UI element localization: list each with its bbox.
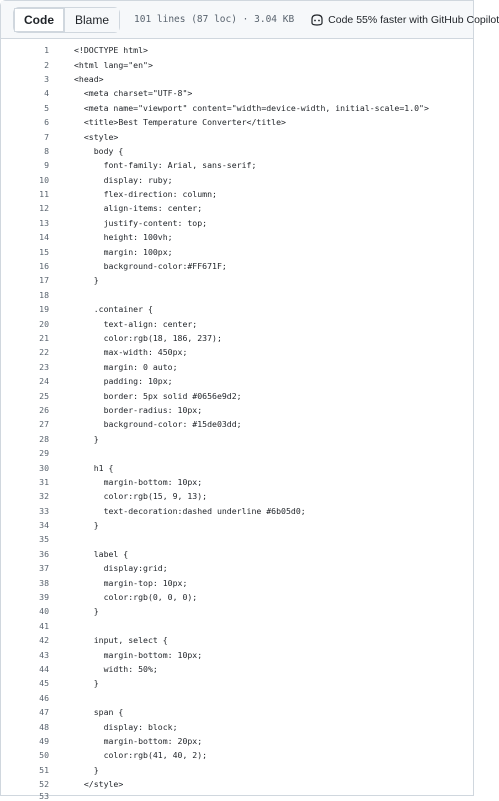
code-view xyxy=(1,39,473,801)
code-line xyxy=(1,647,473,661)
line-text: } xyxy=(74,678,99,689)
code-tab[interactable]: Code xyxy=(14,8,65,32)
code-line xyxy=(1,734,473,748)
line-text: margin-bottom: 10px; xyxy=(74,649,203,660)
code-line xyxy=(1,43,473,57)
line-text: } xyxy=(74,606,99,617)
line-number[interactable]: 15 xyxy=(39,246,49,257)
line-text: </style> xyxy=(74,779,124,790)
code-line xyxy=(1,662,473,676)
line-text: padding: 10px; xyxy=(74,376,173,387)
code-line xyxy=(1,144,473,158)
line-text: } xyxy=(74,764,99,775)
line-number[interactable]: 4 xyxy=(44,88,49,99)
line-number[interactable]: 36 xyxy=(39,548,49,559)
line-number[interactable]: 34 xyxy=(39,520,49,531)
code-line xyxy=(1,331,473,345)
line-number[interactable]: 1 xyxy=(44,45,49,56)
code-line xyxy=(1,590,473,604)
code-line xyxy=(1,101,473,115)
file-meta: 101 lines (87 loc) · 3.04 KB xyxy=(134,14,295,25)
line-number[interactable]: 30 xyxy=(39,462,49,473)
line-number[interactable]: 52 xyxy=(39,779,49,790)
line-text: display:grid; xyxy=(74,563,168,574)
code-line xyxy=(1,374,473,388)
code-line xyxy=(1,158,473,172)
line-number[interactable]: 41 xyxy=(39,620,49,631)
code-line xyxy=(1,748,473,762)
line-number[interactable]: 49 xyxy=(39,735,49,746)
code-line xyxy=(1,633,473,647)
code-line xyxy=(1,791,473,801)
line-text: color:rgb(41, 40, 2); xyxy=(74,750,208,761)
line-number[interactable]: 8 xyxy=(44,145,49,156)
line-text: text-decoration:dashed underline #6b05d0; xyxy=(74,505,306,516)
line-number[interactable]: 42 xyxy=(39,635,49,646)
code-line xyxy=(1,575,473,589)
copilot-text: Code 55% faster with GitHub Copilot xyxy=(328,13,499,26)
code-line xyxy=(1,691,473,705)
line-number[interactable]: 20 xyxy=(39,318,49,329)
line-text: flex-direction: column; xyxy=(74,189,217,200)
line-text: margin: 0 auto; xyxy=(74,361,178,372)
line-number[interactable]: 12 xyxy=(39,203,49,214)
code-line xyxy=(1,763,473,777)
code-line xyxy=(1,244,473,258)
copilot-icon xyxy=(310,14,324,26)
blame-tab[interactable]: Blame xyxy=(65,8,119,32)
line-number[interactable]: 51 xyxy=(39,764,49,775)
line-number[interactable]: 35 xyxy=(39,534,49,545)
line-text: h1 { xyxy=(74,462,114,473)
code-line xyxy=(1,187,473,201)
line-number[interactable]: 17 xyxy=(39,275,49,286)
line-text: align-items: center; xyxy=(74,203,203,214)
code-line xyxy=(1,705,473,719)
line-text: display: ruby; xyxy=(74,174,173,185)
line-number[interactable]: 43 xyxy=(39,649,49,660)
line-text: margin-bottom: 10px; xyxy=(74,476,203,487)
line-number[interactable]: 45 xyxy=(39,678,49,689)
code-line xyxy=(1,489,473,503)
line-text: text-align: center; xyxy=(74,318,198,329)
line-number[interactable]: 3 xyxy=(44,73,49,84)
line-text: font-family: Arial, sans-serif; xyxy=(74,160,257,171)
line-number[interactable]: 27 xyxy=(39,419,49,430)
line-text: max-width: 450px; xyxy=(74,347,188,358)
line-text: .container { xyxy=(74,304,153,315)
line-number[interactable]: 50 xyxy=(39,750,49,761)
line-number[interactable]: 24 xyxy=(39,376,49,387)
code-line xyxy=(1,532,473,546)
line-number[interactable]: 39 xyxy=(39,592,49,603)
line-text: border-radius: 10px; xyxy=(74,404,203,415)
line-number[interactable]: 44 xyxy=(39,663,49,674)
line-text: color:rgb(15, 9, 13); xyxy=(74,491,208,502)
code-line xyxy=(1,115,473,129)
code-line xyxy=(1,561,473,575)
code-line xyxy=(1,57,473,71)
line-number[interactable]: 22 xyxy=(39,347,49,358)
line-number[interactable]: 10 xyxy=(39,174,49,185)
line-text: <title>Best Temperature Converter</title> xyxy=(74,117,286,128)
line-number[interactable]: 5 xyxy=(44,102,49,113)
code-line xyxy=(1,403,473,417)
line-number[interactable]: 37 xyxy=(39,563,49,574)
line-text: input, select { xyxy=(74,635,168,646)
code-line xyxy=(1,302,473,316)
line-text: <head> xyxy=(74,73,104,84)
code-line xyxy=(1,460,473,474)
line-text: label { xyxy=(74,548,129,559)
code-line xyxy=(1,446,473,460)
line-text: justify-content: top; xyxy=(74,217,208,228)
file-toolbar xyxy=(1,1,499,39)
line-number[interactable]: 33 xyxy=(39,505,49,516)
line-number[interactable]: 11 xyxy=(39,189,49,200)
line-text: margin-bottom: 20px; xyxy=(74,735,203,746)
code-line xyxy=(1,216,473,230)
line-text: <style> xyxy=(74,131,119,142)
line-text: <meta name="viewport" content="width=device-width, initial-scale=1.0"> xyxy=(74,102,429,113)
line-number[interactable]: 29 xyxy=(39,448,49,459)
code-line xyxy=(1,475,473,489)
line-text: color:rgb(0, 0, 0); xyxy=(74,592,198,603)
code-line xyxy=(1,129,473,143)
line-text: width: 50%; xyxy=(74,663,158,674)
line-number[interactable]: 13 xyxy=(39,217,49,228)
code-line xyxy=(1,86,473,100)
line-number[interactable]: 25 xyxy=(39,390,49,401)
code-line xyxy=(1,345,473,359)
line-number[interactable]: 7 xyxy=(44,131,49,142)
line-text: display: block; xyxy=(74,721,178,732)
line-text: } xyxy=(74,433,99,444)
line-text: color:rgb(18, 186, 237); xyxy=(74,333,222,343)
line-text: <html lang="en"> xyxy=(74,59,153,70)
line-text: border: 5px solid #0656e9d2; xyxy=(74,390,242,401)
line-number[interactable]: 2 xyxy=(44,59,49,70)
code-line xyxy=(1,604,473,618)
line-number[interactable]: 40 xyxy=(39,606,49,617)
line-number[interactable]: 6 xyxy=(44,117,49,128)
line-number[interactable]: 9 xyxy=(44,160,49,171)
code-line xyxy=(1,504,473,518)
code-line xyxy=(1,201,473,215)
line-number[interactable]: 26 xyxy=(39,404,49,415)
line-number[interactable]: 48 xyxy=(39,721,49,732)
code-line xyxy=(1,273,473,287)
line-text: background-color:#FF671F; xyxy=(74,261,227,272)
line-number[interactable]: 19 xyxy=(39,304,49,315)
code-line xyxy=(1,316,473,330)
line-text: body { xyxy=(74,145,124,156)
line-number[interactable]: 21 xyxy=(39,333,49,343)
copilot-promo[interactable] xyxy=(310,14,499,26)
line-number[interactable]: 31 xyxy=(39,476,49,487)
line-text: <meta charset="UTF-8"> xyxy=(74,88,193,99)
line-number[interactable]: 38 xyxy=(39,577,49,588)
line-number[interactable]: 18 xyxy=(39,289,49,300)
code-line xyxy=(1,547,473,561)
line-number[interactable]: 46 xyxy=(39,692,49,703)
code-line xyxy=(1,173,473,187)
code-line xyxy=(1,388,473,402)
code-line xyxy=(1,259,473,273)
line-text: <!DOCTYPE html> xyxy=(74,45,148,56)
code-line xyxy=(1,676,473,690)
line-text: span { xyxy=(74,707,124,718)
code-line xyxy=(1,417,473,431)
line-number[interactable]: 23 xyxy=(39,361,49,372)
code-line xyxy=(1,619,473,633)
code-line xyxy=(1,719,473,733)
line-text: margin: 100px; xyxy=(74,246,173,257)
line-text: height: 100vh; xyxy=(74,232,173,243)
line-text: } xyxy=(74,275,99,286)
code-line xyxy=(1,432,473,446)
code-line xyxy=(1,230,473,244)
view-toggle xyxy=(13,7,120,33)
line-number[interactable]: 53 xyxy=(39,791,49,801)
line-text: background-color: #15de03dd; xyxy=(74,419,242,430)
line-number[interactable]: 16 xyxy=(39,261,49,272)
line-text: } xyxy=(74,520,99,531)
line-number[interactable]: 14 xyxy=(39,232,49,243)
code-line xyxy=(1,288,473,302)
line-text: margin-top: 10px; xyxy=(74,577,188,588)
code-line xyxy=(1,777,473,791)
code-line xyxy=(1,518,473,532)
code-line xyxy=(1,72,473,86)
line-number[interactable]: 28 xyxy=(39,433,49,444)
code-line xyxy=(1,360,473,374)
line-number[interactable]: 47 xyxy=(39,707,49,718)
line-number[interactable]: 32 xyxy=(39,491,49,502)
